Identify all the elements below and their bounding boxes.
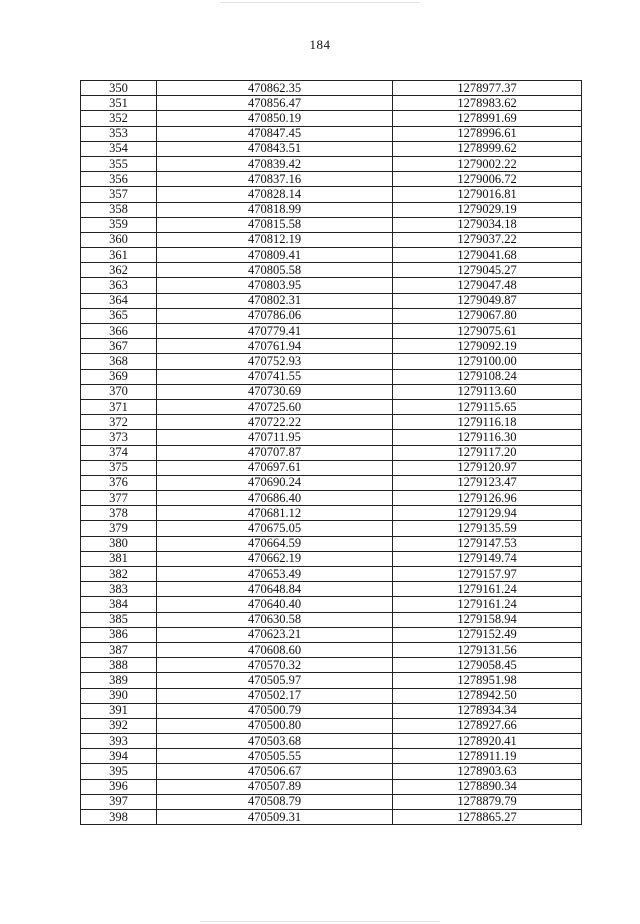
table-row bbox=[81, 779, 582, 794]
table-row bbox=[81, 263, 582, 278]
table-row bbox=[81, 612, 582, 627]
y-coordinate-cell: 1278999.62 bbox=[393, 141, 582, 156]
y-coordinate-cell: 1279126.96 bbox=[393, 491, 582, 506]
y-coordinate-cell: 1279158.94 bbox=[393, 612, 582, 627]
x-coordinate-cell: 470818.99 bbox=[157, 202, 393, 217]
point-number-cell: 354 bbox=[81, 141, 157, 156]
x-coordinate-cell: 470662.19 bbox=[157, 551, 393, 566]
y-coordinate-cell: 1279041.68 bbox=[393, 248, 582, 263]
point-number-cell: 368 bbox=[81, 354, 157, 369]
point-number-cell: 352 bbox=[81, 111, 157, 126]
x-coordinate-cell: 470752.93 bbox=[157, 354, 393, 369]
x-coordinate-cell: 470648.84 bbox=[157, 582, 393, 597]
table-row bbox=[81, 293, 582, 308]
table-row bbox=[81, 172, 582, 187]
y-coordinate-cell: 1278879.79 bbox=[393, 794, 582, 809]
table-row bbox=[81, 491, 582, 506]
table-row bbox=[81, 734, 582, 749]
point-number-cell: 364 bbox=[81, 293, 157, 308]
y-coordinate-cell: 1279161.24 bbox=[393, 582, 582, 597]
y-coordinate-cell: 1278920.41 bbox=[393, 734, 582, 749]
point-number-cell: 396 bbox=[81, 779, 157, 794]
point-number-cell: 378 bbox=[81, 506, 157, 521]
table-row bbox=[81, 582, 582, 597]
table-row bbox=[81, 536, 582, 551]
y-coordinate-cell: 1278903.63 bbox=[393, 764, 582, 779]
point-number-cell: 370 bbox=[81, 384, 157, 399]
x-coordinate-cell: 470805.58 bbox=[157, 263, 393, 278]
point-number-cell: 389 bbox=[81, 673, 157, 688]
point-number-cell: 359 bbox=[81, 217, 157, 232]
x-coordinate-cell: 470500.79 bbox=[157, 703, 393, 718]
table-row bbox=[81, 642, 582, 657]
x-coordinate-cell: 470730.69 bbox=[157, 384, 393, 399]
table-row bbox=[81, 506, 582, 521]
y-coordinate-cell: 1279115.65 bbox=[393, 399, 582, 414]
y-coordinate-cell: 1279116.30 bbox=[393, 430, 582, 445]
y-coordinate-cell: 1279034.18 bbox=[393, 217, 582, 232]
table-row bbox=[81, 597, 582, 612]
table-row bbox=[81, 111, 582, 126]
point-number-cell: 384 bbox=[81, 597, 157, 612]
point-number-cell: 382 bbox=[81, 567, 157, 582]
table-row bbox=[81, 384, 582, 399]
point-number-cell: 363 bbox=[81, 278, 157, 293]
y-coordinate-cell: 1279006.72 bbox=[393, 172, 582, 187]
y-coordinate-cell: 1279029.19 bbox=[393, 202, 582, 217]
table-row bbox=[81, 521, 582, 536]
y-coordinate-cell: 1279149.74 bbox=[393, 551, 582, 566]
point-number-cell: 366 bbox=[81, 324, 157, 339]
x-coordinate-cell: 470502.17 bbox=[157, 688, 393, 703]
x-coordinate-cell: 470503.68 bbox=[157, 734, 393, 749]
table-row bbox=[81, 126, 582, 141]
point-number-cell: 361 bbox=[81, 248, 157, 263]
table-row bbox=[81, 232, 582, 247]
point-number-cell: 360 bbox=[81, 232, 157, 247]
y-coordinate-cell: 1279123.47 bbox=[393, 475, 582, 490]
y-coordinate-cell: 1279161.24 bbox=[393, 597, 582, 612]
table-row bbox=[81, 764, 582, 779]
y-coordinate-cell: 1278996.61 bbox=[393, 126, 582, 141]
table-row bbox=[81, 415, 582, 430]
x-coordinate-cell: 470856.47 bbox=[157, 96, 393, 111]
point-number-cell: 371 bbox=[81, 399, 157, 414]
y-coordinate-cell: 1278951.98 bbox=[393, 673, 582, 688]
table-row bbox=[81, 430, 582, 445]
table-row bbox=[81, 703, 582, 718]
table-row bbox=[81, 187, 582, 202]
x-coordinate-cell: 470847.45 bbox=[157, 126, 393, 141]
y-coordinate-cell: 1279108.24 bbox=[393, 369, 582, 384]
point-number-cell: 398 bbox=[81, 810, 157, 825]
point-number-cell: 379 bbox=[81, 521, 157, 536]
x-coordinate-cell: 470505.55 bbox=[157, 749, 393, 764]
y-coordinate-cell: 1279135.59 bbox=[393, 521, 582, 536]
x-coordinate-cell: 470803.95 bbox=[157, 278, 393, 293]
x-coordinate-cell: 470608.60 bbox=[157, 642, 393, 657]
point-number-cell: 369 bbox=[81, 369, 157, 384]
table-row bbox=[81, 369, 582, 384]
table-row bbox=[81, 718, 582, 733]
x-coordinate-cell: 470779.41 bbox=[157, 324, 393, 339]
table-row bbox=[81, 567, 582, 582]
x-coordinate-cell: 470509.31 bbox=[157, 810, 393, 825]
point-number-cell: 367 bbox=[81, 339, 157, 354]
table-row bbox=[81, 156, 582, 171]
x-coordinate-cell: 470812.19 bbox=[157, 232, 393, 247]
y-coordinate-cell: 1278934.34 bbox=[393, 703, 582, 718]
coordinate-table bbox=[80, 80, 582, 825]
point-number-cell: 374 bbox=[81, 445, 157, 460]
table-row bbox=[81, 688, 582, 703]
y-coordinate-cell: 1279157.97 bbox=[393, 567, 582, 582]
point-number-cell: 392 bbox=[81, 718, 157, 733]
point-number-cell: 393 bbox=[81, 734, 157, 749]
y-coordinate-cell: 1278983.62 bbox=[393, 96, 582, 111]
y-coordinate-cell: 1279147.53 bbox=[393, 536, 582, 551]
table-row bbox=[81, 551, 582, 566]
x-coordinate-cell: 470640.40 bbox=[157, 597, 393, 612]
x-coordinate-cell: 470500.80 bbox=[157, 718, 393, 733]
y-coordinate-cell: 1279100.00 bbox=[393, 354, 582, 369]
y-coordinate-cell: 1279092.19 bbox=[393, 339, 582, 354]
x-coordinate-cell: 470690.24 bbox=[157, 475, 393, 490]
x-coordinate-cell: 470786.06 bbox=[157, 308, 393, 323]
point-number-cell: 391 bbox=[81, 703, 157, 718]
point-number-cell: 375 bbox=[81, 460, 157, 475]
point-number-cell: 351 bbox=[81, 96, 157, 111]
table-row bbox=[81, 445, 582, 460]
table-row bbox=[81, 475, 582, 490]
x-coordinate-cell: 470707.87 bbox=[157, 445, 393, 460]
x-coordinate-cell: 470686.40 bbox=[157, 491, 393, 506]
x-coordinate-cell: 470843.51 bbox=[157, 141, 393, 156]
y-coordinate-cell: 1279117.20 bbox=[393, 445, 582, 460]
table-row bbox=[81, 810, 582, 825]
point-number-cell: 387 bbox=[81, 642, 157, 657]
table-row bbox=[81, 278, 582, 293]
table-row bbox=[81, 673, 582, 688]
x-coordinate-cell: 470809.41 bbox=[157, 248, 393, 263]
y-coordinate-cell: 1278977.37 bbox=[393, 81, 582, 96]
point-number-cell: 388 bbox=[81, 658, 157, 673]
x-coordinate-cell: 470507.89 bbox=[157, 779, 393, 794]
x-coordinate-cell: 470761.94 bbox=[157, 339, 393, 354]
point-number-cell: 373 bbox=[81, 430, 157, 445]
table-row bbox=[81, 81, 582, 96]
y-coordinate-cell: 1279067.80 bbox=[393, 308, 582, 323]
x-coordinate-cell: 470508.79 bbox=[157, 794, 393, 809]
scan-edge-bottom bbox=[200, 921, 440, 922]
table-row bbox=[81, 627, 582, 642]
y-coordinate-cell: 1279131.56 bbox=[393, 642, 582, 657]
y-coordinate-cell: 1279045.27 bbox=[393, 263, 582, 278]
table-row bbox=[81, 248, 582, 263]
x-coordinate-cell: 470681.12 bbox=[157, 506, 393, 521]
table-row bbox=[81, 339, 582, 354]
table-row bbox=[81, 308, 582, 323]
scan-edge-top bbox=[220, 2, 420, 3]
y-coordinate-cell: 1279058.45 bbox=[393, 658, 582, 673]
table-row bbox=[81, 794, 582, 809]
table-row bbox=[81, 460, 582, 475]
point-number-cell: 385 bbox=[81, 612, 157, 627]
table-row bbox=[81, 658, 582, 673]
point-number-cell: 365 bbox=[81, 308, 157, 323]
point-number-cell: 390 bbox=[81, 688, 157, 703]
table-row bbox=[81, 399, 582, 414]
table-row bbox=[81, 324, 582, 339]
point-number-cell: 356 bbox=[81, 172, 157, 187]
x-coordinate-cell: 470506.67 bbox=[157, 764, 393, 779]
point-number-cell: 383 bbox=[81, 582, 157, 597]
y-coordinate-cell: 1279047.48 bbox=[393, 278, 582, 293]
y-coordinate-cell: 1279116.18 bbox=[393, 415, 582, 430]
point-number-cell: 372 bbox=[81, 415, 157, 430]
y-coordinate-cell: 1278942.50 bbox=[393, 688, 582, 703]
page-number: 184 bbox=[309, 37, 331, 52]
coordinate-table-body bbox=[81, 81, 582, 825]
table-row bbox=[81, 141, 582, 156]
y-coordinate-cell: 1278890.34 bbox=[393, 779, 582, 794]
table-row bbox=[81, 217, 582, 232]
x-coordinate-cell: 470837.16 bbox=[157, 172, 393, 187]
point-number-cell: 377 bbox=[81, 491, 157, 506]
x-coordinate-cell: 470505.97 bbox=[157, 673, 393, 688]
y-coordinate-cell: 1278927.66 bbox=[393, 718, 582, 733]
x-coordinate-cell: 470711.95 bbox=[157, 430, 393, 445]
x-coordinate-cell: 470623.21 bbox=[157, 627, 393, 642]
point-number-cell: 386 bbox=[81, 627, 157, 642]
x-coordinate-cell: 470725.60 bbox=[157, 399, 393, 414]
point-number-cell: 381 bbox=[81, 551, 157, 566]
x-coordinate-cell: 470570.32 bbox=[157, 658, 393, 673]
table-row bbox=[81, 354, 582, 369]
point-number-cell: 376 bbox=[81, 475, 157, 490]
x-coordinate-cell: 470828.14 bbox=[157, 187, 393, 202]
x-coordinate-cell: 470741.55 bbox=[157, 369, 393, 384]
y-coordinate-cell: 1279037.22 bbox=[393, 232, 582, 247]
y-coordinate-cell: 1279016.81 bbox=[393, 187, 582, 202]
x-coordinate-cell: 470722.22 bbox=[157, 415, 393, 430]
x-coordinate-cell: 470815.58 bbox=[157, 217, 393, 232]
point-number-cell: 353 bbox=[81, 126, 157, 141]
x-coordinate-cell: 470653.49 bbox=[157, 567, 393, 582]
y-coordinate-cell: 1278911.19 bbox=[393, 749, 582, 764]
y-coordinate-cell: 1279002.22 bbox=[393, 156, 582, 171]
point-number-cell: 357 bbox=[81, 187, 157, 202]
y-coordinate-cell: 1279152.49 bbox=[393, 627, 582, 642]
point-number-cell: 362 bbox=[81, 263, 157, 278]
x-coordinate-cell: 470675.05 bbox=[157, 521, 393, 536]
table-row bbox=[81, 202, 582, 217]
point-number-cell: 355 bbox=[81, 156, 157, 171]
x-coordinate-cell: 470839.42 bbox=[157, 156, 393, 171]
y-coordinate-cell: 1278865.27 bbox=[393, 810, 582, 825]
point-number-cell: 358 bbox=[81, 202, 157, 217]
y-coordinate-cell: 1279129.94 bbox=[393, 506, 582, 521]
x-coordinate-cell: 470862.35 bbox=[157, 81, 393, 96]
x-coordinate-cell: 470697.61 bbox=[157, 460, 393, 475]
x-coordinate-cell: 470630.58 bbox=[157, 612, 393, 627]
x-coordinate-cell: 470802.31 bbox=[157, 293, 393, 308]
point-number-cell: 350 bbox=[81, 81, 157, 96]
point-number-cell: 394 bbox=[81, 749, 157, 764]
y-coordinate-cell: 1278991.69 bbox=[393, 111, 582, 126]
point-number-cell: 397 bbox=[81, 794, 157, 809]
y-coordinate-cell: 1279120.97 bbox=[393, 460, 582, 475]
y-coordinate-cell: 1279113.60 bbox=[393, 384, 582, 399]
y-coordinate-cell: 1279075.61 bbox=[393, 324, 582, 339]
point-number-cell: 395 bbox=[81, 764, 157, 779]
y-coordinate-cell: 1279049.87 bbox=[393, 293, 582, 308]
point-number-cell: 380 bbox=[81, 536, 157, 551]
x-coordinate-cell: 470850.19 bbox=[157, 111, 393, 126]
table-row bbox=[81, 749, 582, 764]
x-coordinate-cell: 470664.59 bbox=[157, 536, 393, 551]
table-row bbox=[81, 96, 582, 111]
